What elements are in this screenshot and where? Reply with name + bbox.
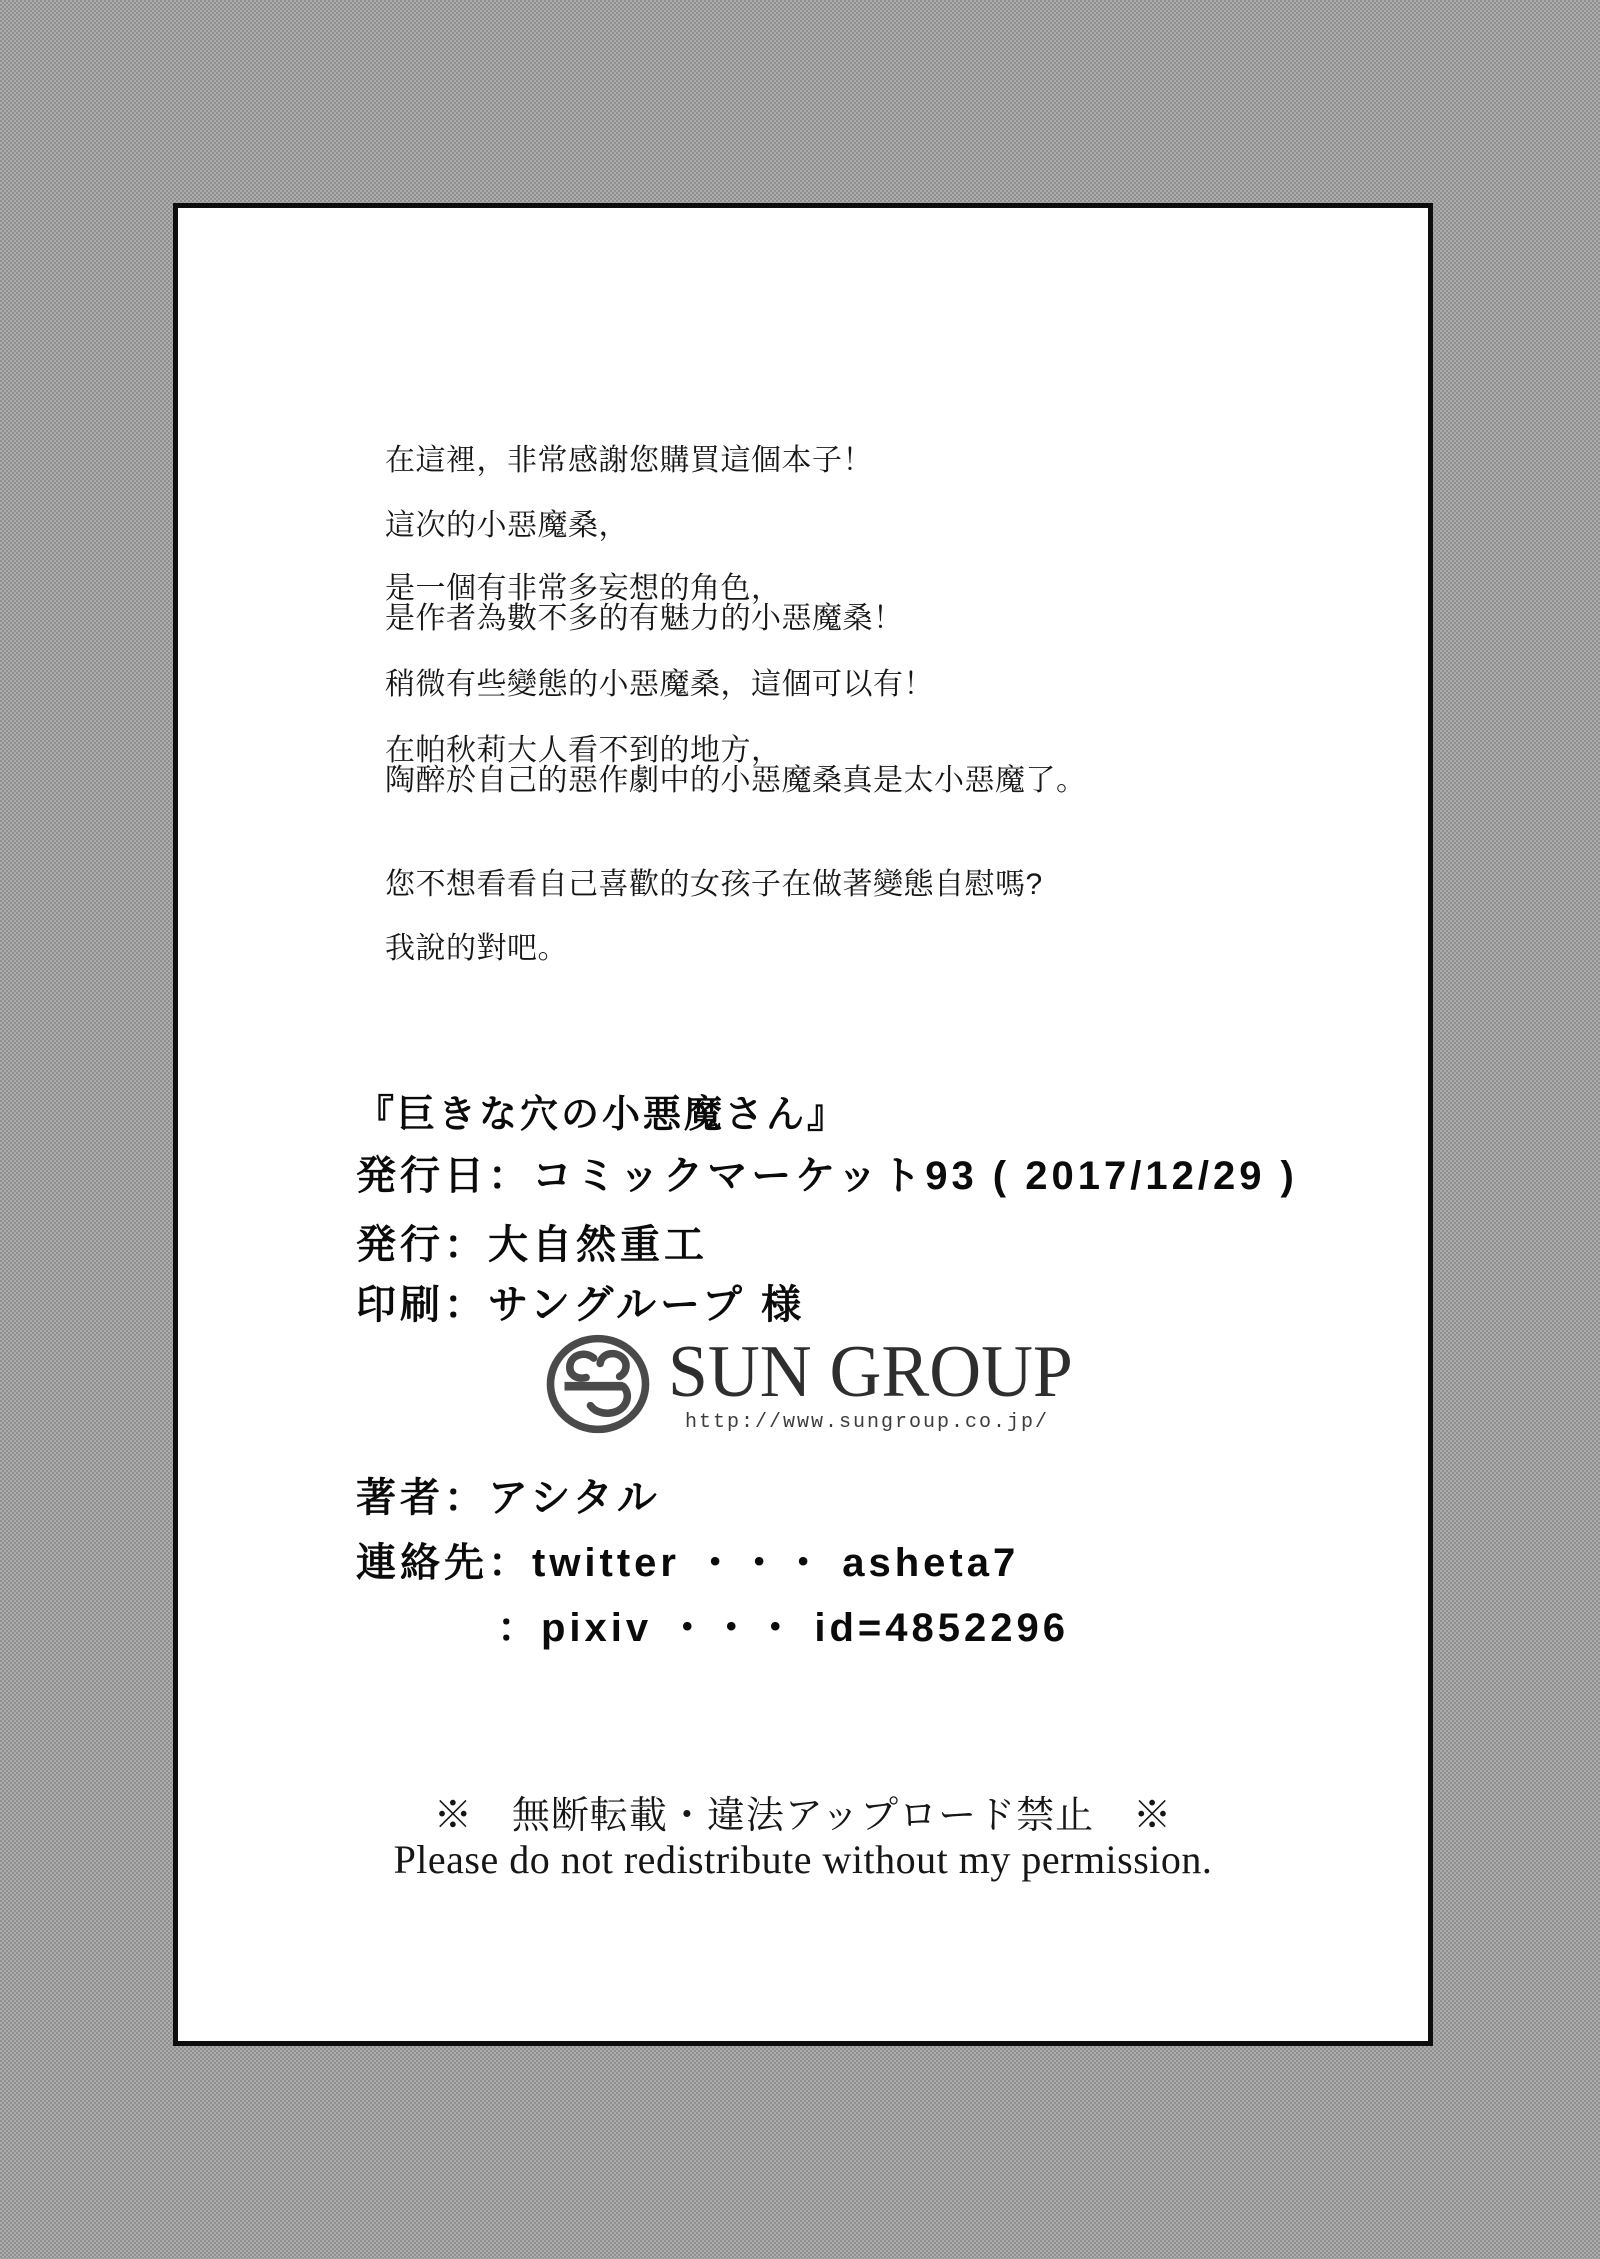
sun-group-logo-icon (544, 1330, 652, 1438)
afterword-line: 在這裡，非常感謝您購買這個本子！ (385, 444, 873, 477)
publisher-line: 発行：大自然重工 (356, 1223, 708, 1267)
author-line: 著者：アシタル (356, 1476, 661, 1520)
printer-line: 印刷：サングループ 様 (356, 1283, 806, 1327)
contact-pixiv-line: ：pixiv ・・・ id=4852296 (497, 1606, 1070, 1650)
afterword-line: 您不想看看自己喜歡的女孩子在做著變態自慰嗎? (385, 868, 1043, 901)
no-redistribution-notice-jp: ※ 無断転載・違法アップロード禁止 ※ (433, 1795, 1173, 1837)
afterword-line: 陶醉於自己的惡作劇中的小惡魔桑真是太小惡魔了。 (385, 764, 1087, 797)
afterword-line: 是作者為數不多的有魅力的小惡魔桑！ (385, 602, 904, 635)
afterword-line: 稍微有些變態的小惡魔桑，這個可以有！ (385, 668, 934, 701)
afterword-line: 是一個有非常多妄想的角色， (385, 572, 782, 605)
no-redistribution-notice-en: Please do not redistribute without my permission. (393, 1837, 1213, 1882)
book-title: 『巨きな穴の小悪魔さん』 (356, 1094, 849, 1136)
afterword-line: 在帕秋莉大人看不到的地方， (385, 734, 782, 767)
sun-group-url: http://www.sungroup.co.jp/ (685, 1411, 1050, 1434)
sun-group-logo-name: SUN GROUP (668, 1331, 1073, 1413)
contact-twitter-line: 連絡先：twitter ・・・ asheta7 (356, 1541, 1020, 1585)
doujinshi-afterword-page (173, 203, 1433, 2046)
afterword-line: 這次的小惡魔桑， (385, 509, 629, 542)
afterword-line: 我說的對吧。 (385, 932, 568, 965)
release-date-line: 発行日：コミックマーケット93 ( 2017/12/29 ) (356, 1154, 1298, 1198)
